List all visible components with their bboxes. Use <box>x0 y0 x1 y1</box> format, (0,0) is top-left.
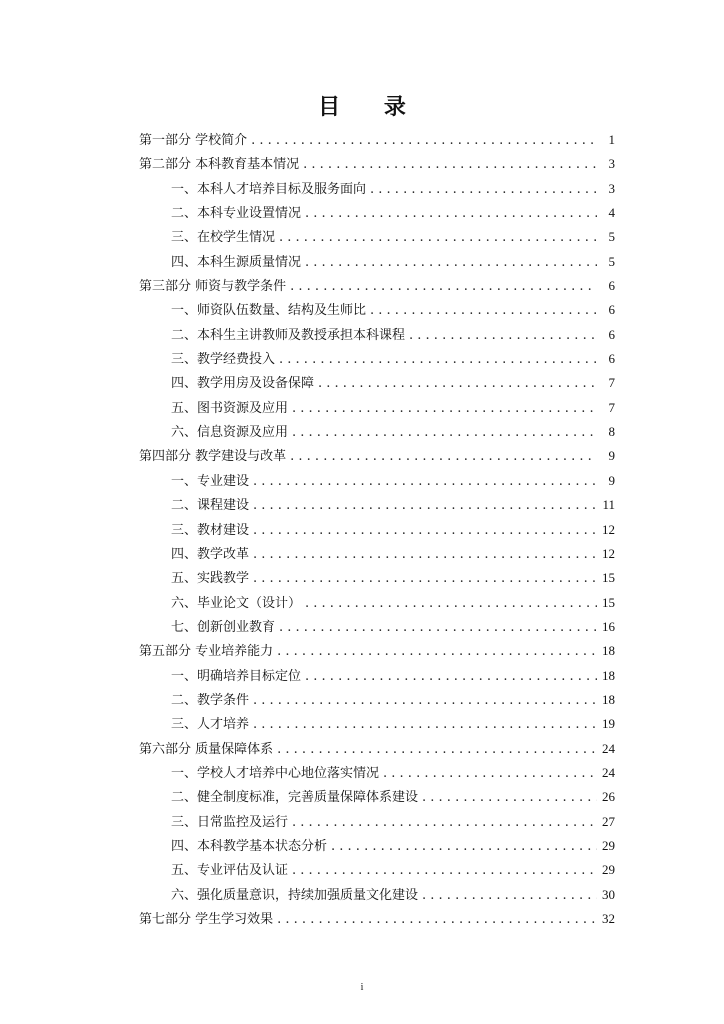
toc-subsection-entry[interactable] <box>139 688 615 712</box>
toc-dot-leader <box>279 616 597 639</box>
toc-entry-page: 7 <box>608 375 615 391</box>
toc-entry-label: 二、本科专业设置情况 <box>171 202 301 225</box>
toc-entry-label: 三、日常监控及运行 <box>171 811 288 834</box>
toc-entry-page: 6 <box>608 278 615 294</box>
toc-entry-label: 五、实践教学 <box>171 567 249 590</box>
toc-entry-page: 9 <box>608 448 615 464</box>
toc-entry-page: 9 <box>608 472 615 488</box>
toc-entry-page: 1 <box>608 132 615 147</box>
toc-entry-page: 29 <box>602 862 615 878</box>
toc-subsection-entry[interactable] <box>139 566 615 590</box>
toc-subsection-entry[interactable] <box>139 542 615 566</box>
toc-dot-leader <box>290 275 597 298</box>
toc-dot-leader <box>331 835 597 858</box>
toc-entry-page: 6 <box>608 326 615 342</box>
toc-entry-page: 7 <box>608 399 615 415</box>
toc-entry-page: 16 <box>602 618 615 634</box>
toc-dot-leader <box>383 762 597 785</box>
toc-entry-page: 5 <box>608 229 615 245</box>
toc-entry-label: 第五部分 专业培养能力 <box>139 640 273 663</box>
toc-dot-leader <box>253 470 597 493</box>
toc-section-entry[interactable] <box>139 274 615 298</box>
toc-entry-label: 四、教学用房及设备保障 <box>171 372 314 395</box>
page-title: 目 录 <box>318 95 424 120</box>
toc-dot-leader <box>279 348 597 371</box>
toc-entry-label: 二、教学条件 <box>171 689 249 712</box>
toc-subsection-entry[interactable] <box>139 834 615 858</box>
toc-entry-page: 12 <box>602 545 615 561</box>
page-number: i <box>360 982 364 993</box>
toc-entry-page: 30 <box>602 886 615 902</box>
toc-section-entry[interactable] <box>139 444 615 468</box>
toc-subsection-entry[interactable] <box>139 201 615 225</box>
toc-entry-page: 29 <box>602 837 615 853</box>
toc-subsection-entry[interactable] <box>139 420 615 444</box>
toc-entry-label: 三、人才培养 <box>171 713 249 736</box>
toc-section-entry[interactable] <box>139 907 615 931</box>
toc-entry-page: 18 <box>602 667 615 683</box>
toc-subsection-entry[interactable] <box>139 347 615 371</box>
toc-entry-page: 12 <box>602 521 615 537</box>
toc-dot-leader <box>292 397 597 420</box>
toc-entry-page: 26 <box>602 789 615 805</box>
toc-entry-page: 15 <box>602 570 615 586</box>
toc-entry-page: 24 <box>602 740 615 756</box>
toc-entry-label: 二、课程建设 <box>171 494 249 517</box>
toc-entry-label: 第三部分 师资与教学条件 <box>139 275 286 298</box>
toc-dot-leader <box>303 153 597 176</box>
toc-dot-leader <box>279 226 597 249</box>
toc-entry-label: 五、专业评估及认证 <box>171 859 288 882</box>
toc-dot-leader <box>253 713 597 736</box>
toc-dot-leader <box>318 372 597 395</box>
toc-section-entry[interactable] <box>139 639 615 663</box>
toc-entry-page: 3 <box>608 156 615 172</box>
toc-dot-leader <box>305 202 597 225</box>
toc-entry-label: 一、专业建设 <box>171 470 249 493</box>
toc-section-entry[interactable] <box>139 128 615 152</box>
toc-dot-leader <box>422 884 597 907</box>
toc-entry-label: 第二部分 本科教育基本情况 <box>139 153 299 176</box>
toc-subsection-entry[interactable] <box>139 883 615 907</box>
toc-entry-page: 27 <box>602 813 615 829</box>
toc-dot-leader <box>253 689 597 712</box>
toc-dot-leader <box>253 567 597 590</box>
toc-dot-leader <box>370 299 597 322</box>
toc-entry-label: 六、信息资源及应用 <box>171 421 288 444</box>
toc-entry-label: 三、教学经费投入 <box>171 348 275 371</box>
toc-entry-label: 一、本科人才培养目标及服务面向 <box>171 178 366 201</box>
toc-subsection-entry[interactable] <box>139 785 615 809</box>
toc-subsection-entry[interactable] <box>139 225 615 249</box>
toc-subsection-entry[interactable] <box>139 664 615 688</box>
toc-entry-label: 一、明确培养目标定位 <box>171 665 301 688</box>
toc-entry-page: 32 <box>602 911 615 926</box>
toc-dot-leader <box>292 811 597 834</box>
toc-dot-leader <box>277 738 597 761</box>
toc-entry-label: 第一部分 学校简介 <box>139 129 247 152</box>
toc-dot-leader <box>305 665 597 688</box>
toc-subsection-entry[interactable] <box>139 761 615 785</box>
toc-entry-label: 第六部分 质量保障体系 <box>139 738 273 761</box>
toc-dot-leader <box>253 543 597 566</box>
table-of-contents <box>139 128 615 931</box>
toc-subsection-entry[interactable] <box>139 298 615 322</box>
toc-entry-label: 四、本科教学基本状态分析 <box>171 835 327 858</box>
toc-dot-leader <box>305 592 597 615</box>
toc-subsection-entry[interactable] <box>139 371 615 395</box>
toc-entry-label: 三、在校学生情况 <box>171 226 275 249</box>
toc-subsection-entry[interactable] <box>139 712 615 736</box>
toc-dot-leader <box>305 251 597 274</box>
toc-entry-page: 15 <box>602 594 615 610</box>
toc-entry-label: 四、教学改革 <box>171 543 249 566</box>
toc-dot-leader <box>251 129 597 152</box>
toc-subsection-entry[interactable] <box>139 396 615 420</box>
toc-entry-page: 8 <box>608 424 615 440</box>
toc-dot-leader <box>277 640 597 663</box>
toc-dot-leader <box>409 324 597 347</box>
toc-entry-label: 六、强化质量意识，持续加强质量文化建设 <box>171 884 418 907</box>
toc-entry-page: 6 <box>608 351 615 367</box>
toc-entry-page: 5 <box>608 253 615 269</box>
toc-subsection-entry[interactable] <box>139 177 615 201</box>
toc-entry-label: 二、本科生主讲教师及教授承担本科课程 <box>171 324 405 347</box>
toc-entry-label: 五、图书资源及应用 <box>171 397 288 420</box>
toc-subsection-entry[interactable] <box>139 810 615 834</box>
toc-dot-leader <box>253 519 597 542</box>
toc-dot-leader <box>290 445 597 468</box>
toc-subsection-entry[interactable] <box>139 323 615 347</box>
toc-section-entry[interactable] <box>139 737 615 761</box>
toc-dot-leader <box>370 178 597 201</box>
toc-entry-label: 六、毕业论文（设计） <box>171 592 301 615</box>
toc-entry-page: 3 <box>608 180 615 196</box>
toc-entry-page: 24 <box>602 764 615 780</box>
toc-entry-label: 一、师资队伍数量、结构及生师比 <box>171 299 366 322</box>
toc-entry-label: 四、本科生源质量情况 <box>171 251 301 274</box>
toc-entry-label: 一、学校人才培养中心地位落实情况 <box>171 762 379 785</box>
toc-dot-leader <box>292 421 597 444</box>
toc-entry-page: 11 <box>602 497 615 513</box>
toc-entry-page: 4 <box>608 205 615 221</box>
toc-dot-leader <box>422 786 597 809</box>
toc-entry-page: 19 <box>602 716 615 732</box>
toc-subsection-entry[interactable] <box>139 858 615 882</box>
toc-entry-label: 三、教材建设 <box>171 519 249 542</box>
toc-dot-leader <box>277 908 597 931</box>
toc-entry-label: 第四部分 教学建设与改革 <box>139 445 286 468</box>
toc-subsection-entry[interactable] <box>139 615 615 639</box>
toc-subsection-entry[interactable] <box>139 591 615 615</box>
toc-dot-leader <box>292 859 597 882</box>
toc-entry-label: 二、健全制度标准，完善质量保障体系建设 <box>171 786 418 809</box>
toc-section-entry[interactable] <box>139 152 615 176</box>
toc-entry-page: 18 <box>602 643 615 659</box>
toc-dot-leader <box>253 494 597 517</box>
toc-entry-label: 七、创新创业教育 <box>171 616 275 639</box>
toc-subsection-entry[interactable] <box>139 493 615 517</box>
toc-entry-page: 6 <box>608 302 615 318</box>
toc-subsection-entry[interactable] <box>139 250 615 274</box>
toc-subsection-entry[interactable] <box>139 518 615 542</box>
toc-entry-page: 18 <box>602 691 615 707</box>
toc-entry-label: 第七部分 学生学习效果 <box>139 908 273 931</box>
toc-subsection-entry[interactable] <box>139 469 615 493</box>
